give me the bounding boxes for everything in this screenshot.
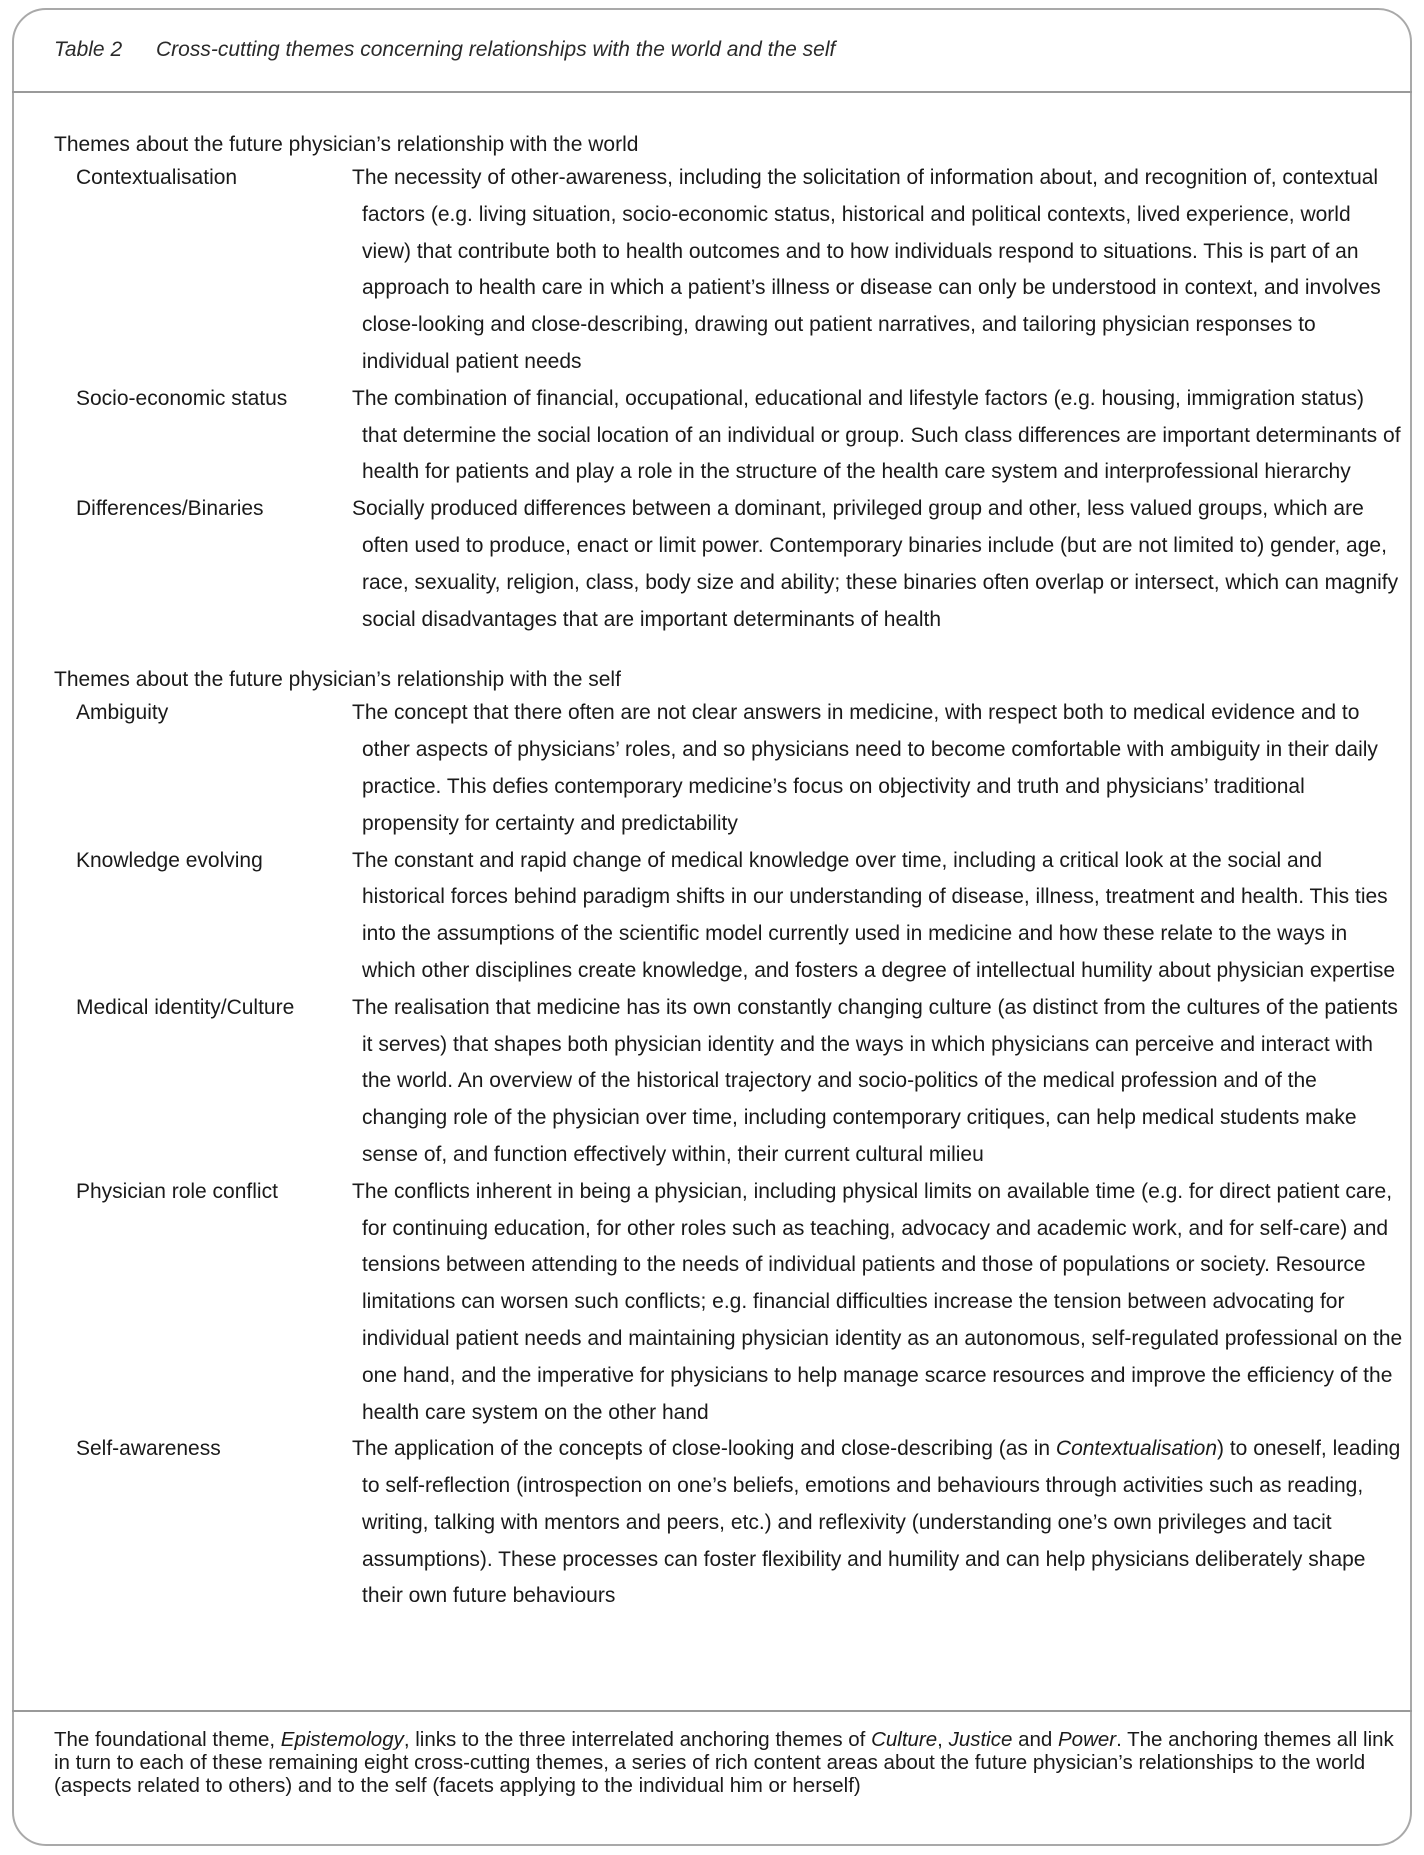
- footnote-emphasis: Culture: [871, 1728, 938, 1751]
- theme-definition: The combination of financial, occupational, educational and lifestyle factors (e.g. housing, immigration status) that determine the social location of an individual or group. Such class differences are important determinants of health for patients and play a role in the structure of the health care system and interprofessional hierarchy: [352, 386, 1401, 484]
- theme-row-differences-binaries: [54, 491, 1404, 638]
- theme-definition: The realisation that medicine has its own constantly changing culture (as distinct from the cultures of the patients it serves) that shapes both physician identity and the ways in which physicians can perceive and interact with the world. An overview of the historical trajectory and socio-politics of the medical profession and of the changing role of the physician over time, including contemporary critiques, can help medical students make sense of, and function effectively within, their current cultural milieu: [352, 995, 1398, 1166]
- definition-text: The application of the concepts of close-looking and close-describing (as in: [352, 1437, 1056, 1461]
- table-title: Cross-cutting themes concerning relationships with the world and the self: [156, 38, 836, 61]
- table-body: [54, 130, 1404, 1615]
- theme-definition: [352, 1431, 1404, 1615]
- theme-term: Medical identity/Culture: [76, 995, 295, 1019]
- theme-definition: The necessity of other-awareness, including the solicitation of information about, and recognition of, contextual factors (e.g. living situation, socio-economic status, historical and political contexts, lived experience, world view) that contribute both to health outcomes and to how individuals respond to situations. This is part of an approach to health care in which a patient’s illness or disease can only be understood in context, and involves close-looking and close-describing, drawing out patient narratives, and tailoring physician responses to individual patient needs: [352, 166, 1381, 373]
- section-heading-world: Themes about the future physician’s relationship with the world: [54, 133, 639, 156]
- footnote-emphasis: Justice: [948, 1728, 1013, 1751]
- footnote-emphasis: Power: [1058, 1728, 1117, 1751]
- footnote-emphasis: Epistemology: [280, 1728, 404, 1751]
- theme-term: Physician role conflict: [76, 1179, 278, 1203]
- table-footnote: [54, 1728, 1394, 1797]
- theme-definition: The conflicts inherent in being a physician, including physical limits on available time (e.g. for direct patient care, for continuing education, for other roles such as teaching, advocacy and academic work, and for self-care) and tensions between attending to the needs of individual patients and those of populations or society. Resource limitations can worsen such conflicts; e.g. financial difficulties increase the tension between advocating for individual patient needs and maintaining physician identity as an autonomous, self-regulated professional on the one hand, and the imperative for physicians to help manage scarce resources and improve the efficiency of the health care system on the other hand: [352, 1179, 1403, 1424]
- footnote-text: The foundational theme,: [54, 1728, 281, 1751]
- definition-text: ) to oneself, leading to self-reflection (introspection on one’s beliefs, emotions and behaviours through activities such as reading, writing, talking with mentors and peers, etc.) and reflexivity (understanding one’s own privileges and tacit assumptions). These processes can foster flexibility and humility and can help physicians deliberately shape their own future behaviours: [362, 1437, 1401, 1608]
- theme-term: Contextualisation: [76, 166, 238, 189]
- theme-row-ambiguity: [54, 695, 1404, 842]
- footer-rule: [12, 1710, 1412, 1712]
- footnote-text: ,: [937, 1728, 949, 1751]
- theme-definition: The constant and rapid change of medical knowledge over time, including a critical look at the social and historical forces behind paradigm shifts in our understanding of disease, illness, treatment and health. This ties into the assumptions of the scientific model currently used in medicine and how these relate to the ways in which other disciplines create knowledge, and fosters a degree of intellectual humility about physician expertise: [352, 848, 1396, 982]
- footnote-text: , links to the three interrelated anchoring themes of: [403, 1728, 872, 1751]
- footnote-text: . The anchoring themes all link in turn to each of these remaining eight cross-cutting themes, a series of rich content areas about the future physician’s relationships to the world (aspects related to others) and to the self (facets applying to the individual him or herself): [54, 1728, 1394, 1797]
- theme-row-physician-role-conflict: [54, 1174, 1404, 1432]
- footnote-text: and: [1012, 1728, 1058, 1751]
- definition-emphasis: Contextualisation: [1055, 1437, 1218, 1461]
- theme-row-socio-economic-status: [54, 381, 1404, 491]
- theme-definition: The concept that there often are not clear answers in medicine, with respect both to medical evidence and to other aspects of physicians’ roles, and so physicians need to become comfortable with ambiguity in their daily practice. This defies contemporary medicine’s focus on objectivity and truth and physicians’ traditional propensity for certainty and predictability: [352, 701, 1378, 835]
- theme-term: Ambiguity: [76, 701, 169, 725]
- theme-definition: Socially produced differences between a dominant, privileged group and other, less valued groups, which are often used to produce, enact or limit power. Contemporary binaries include (but are not limited to) gender, age, race, sexuality, religion, class, body size and ability; these binaries often overlap or intersect, which can magnify social disadvantages that are important determinants of health: [352, 497, 1399, 631]
- theme-term: Knowledge evolving: [76, 848, 263, 872]
- header-rule: [12, 91, 1412, 93]
- theme-term: Socio-economic status: [76, 386, 288, 410]
- theme-term: Differences/Binaries: [76, 497, 264, 521]
- theme-term: Self-awareness: [76, 1437, 221, 1461]
- theme-row-contextualisation: [54, 160, 1404, 381]
- table-caption: [54, 38, 835, 62]
- theme-row-self-awareness: [54, 1431, 1404, 1615]
- theme-row-knowledge-evolving: [54, 843, 1404, 990]
- table-number: Table 2: [54, 38, 123, 61]
- theme-row-medical-identity-culture: [54, 990, 1404, 1174]
- section-heading-self: Themes about the future physician’s relationship with the self: [54, 668, 621, 692]
- section-spacer: [54, 638, 1404, 665]
